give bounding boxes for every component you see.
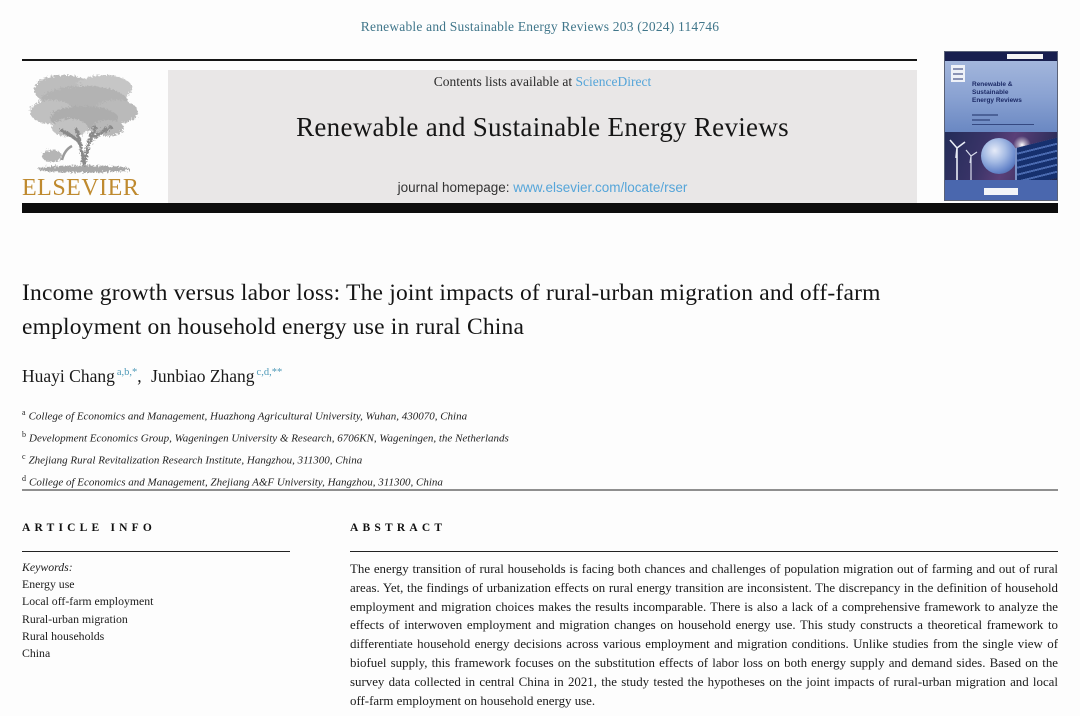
running-head-citation: Renewable and Sustainable Energy Reviews 203 (2024) 114746 [360, 19, 720, 34]
keyword-item: Energy use [22, 577, 75, 592]
earth-globe-icon [981, 138, 1017, 174]
cover-photo-strip [945, 132, 1057, 180]
journal-homepage-line [168, 180, 917, 195]
masthead-top-rule [22, 59, 917, 61]
keywords-label: Keywords: [22, 560, 73, 574]
contents-prefix-text: Contents lists available at [433, 74, 576, 89]
author-name-1: Huayi Chang [22, 366, 115, 386]
elsevier-wordmark: ELSEVIER [22, 175, 140, 201]
abstract-underline [350, 551, 1058, 552]
affiliation-c: $^c$ Zhejiang Rural Revitalization Research Institute, Hangzhou, 311300, China [22, 452, 363, 467]
author-1-affiliation-marks: a,b,* [116, 367, 138, 379]
cover-bottom-band [945, 180, 1057, 200]
cover-journal-title: Renewable & Sustainable Energy Reviews [972, 81, 1022, 104]
cover-publisher-label [984, 188, 1018, 195]
elsevier-tree-icon [22, 68, 150, 176]
elsevier-logo [22, 68, 150, 202]
keywords-block [22, 559, 290, 662]
article-title: Income growth versus labor loss: The joint impacts of rural-urban migration and off-farm employment on household energy use in rural China [22, 280, 881, 340]
keyword-item: Rural-urban migration [22, 611, 128, 626]
abstract-paragraph: The energy transition of rural households is facing both chances and challenges of population migration out of farming and out of rural areas. Yet, the findings of urbanization effects on rural energy transition are inconsistent. The discrepancy in the definition of household employment and migration choices makes the results incomparable. There is also a lack of a comprehensive framework to analyze the effects of interwoven employment and migration changes on household energy use. This study constructs a theoretical framework to differentiate household energy decisions across various employment and migration conditions. Unlike studies from the single view of biofuel supply, this framework focuses on the substitution effects of labor loss on both energy supply and demand sides. Based on the survey data collected in central China in 2021, the study tested the hypotheses on the joint impacts of rural-urban migration and local off-farm employment on household energy use. [350, 562, 1058, 708]
keyword-item: China [22, 646, 51, 661]
author-2-affiliation-marks: c,d,** [256, 367, 283, 379]
journal-homepage-link[interactable]: www.elsevier.com/locate/rser [513, 180, 688, 195]
keyword-item: Local off-farm employment [22, 594, 154, 609]
affiliation-d: $^d$ College of Economics and Management, Zhejiang A&F University, Hangzhou, 311300, China [22, 474, 443, 490]
article-info-heading: ARTICLE INFO [22, 522, 157, 534]
article-info-underline [22, 551, 290, 552]
cover-top-band [945, 52, 1057, 61]
cover-issue-label [1007, 54, 1043, 59]
abstract-heading: ABSTRACT [350, 522, 447, 534]
journal-banner [168, 70, 917, 203]
wind-turbine-icon [945, 132, 979, 180]
cover-editor-lines [972, 114, 1034, 128]
affiliation-a: $^a$ College of Economics and Management, Huazhong Agricultural University, Wuhan, 430070, China [22, 408, 468, 423]
sciencedirect-link[interactable]: ScienceDirect [575, 74, 652, 89]
author-name-2: Junbiao Zhang [151, 366, 255, 386]
section-divider-rule [22, 489, 1058, 491]
journal-title: Renewable and Sustainable Energy Reviews [296, 112, 789, 142]
author-separator: , [137, 366, 142, 386]
homepage-prefix-text: journal homepage: [397, 180, 514, 195]
masthead-bottom-divider [22, 203, 1058, 213]
contents-list-line [168, 74, 917, 90]
keyword-item: Rural households [22, 628, 105, 643]
affiliations-block [22, 404, 922, 493]
author-line [22, 366, 922, 387]
affiliation-b: $^b$ Development Economics Group, Wageningen University & Research, 6706KN, Wageningen, the Netherlands [22, 430, 509, 445]
cover-mini-elsevier-icon [951, 65, 965, 82]
journal-cover-thumbnail [945, 52, 1057, 200]
